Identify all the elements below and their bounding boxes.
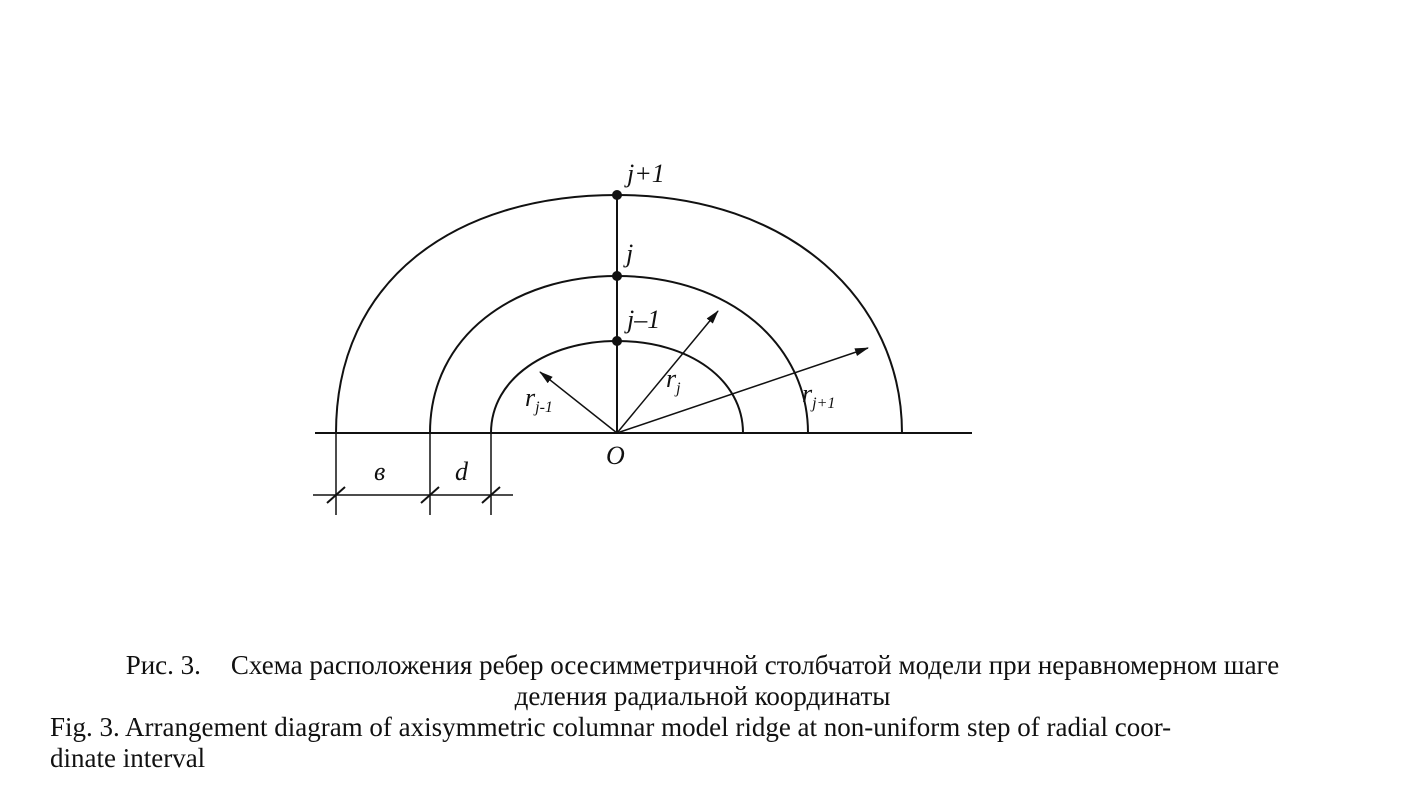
node-inner bbox=[612, 336, 622, 346]
caption-ru-number: Рис. 3. bbox=[125, 650, 201, 680]
figure-caption bbox=[0, 650, 1405, 774]
node-label-inner: j–1 bbox=[627, 305, 661, 334]
node-label-outer: j+1 bbox=[627, 159, 665, 188]
center-label: O bbox=[606, 441, 625, 470]
caption-ru-line2: деления радиальной координаты bbox=[514, 681, 891, 711]
radius-label-outer-base: r bbox=[802, 379, 813, 408]
radius-label-middle-base: r bbox=[666, 364, 677, 393]
radius-label-outer-sub: j+1 bbox=[812, 395, 836, 412]
caption-en-line1: Fig. 3. Arrangement diagram of axisymmetric columnar model ridge at non-uniform step of radial coor- bbox=[50, 712, 1172, 742]
radius-label-inner-sub: j-1 bbox=[535, 399, 553, 416]
node-middle bbox=[612, 271, 622, 281]
radius-label-inner bbox=[525, 383, 553, 416]
middle-arc bbox=[430, 276, 808, 433]
radius-label-outer bbox=[802, 379, 835, 412]
dimension-label-second: d bbox=[455, 457, 468, 486]
radius-label-middle-sub: j bbox=[676, 380, 681, 397]
node-outer bbox=[612, 190, 622, 200]
node-label-middle: j bbox=[626, 239, 634, 268]
caption-en-line2: dinate interval bbox=[50, 743, 206, 773]
radius-label-middle bbox=[666, 364, 681, 397]
dimension-label-first: в bbox=[374, 457, 386, 486]
radius-label-inner-base: r bbox=[525, 383, 536, 412]
caption-ru-line1 bbox=[0, 650, 1405, 681]
caption-ru-text: Схема расположения ребер осесимметричной столбчатой модели при неравномерном шаге bbox=[230, 650, 1280, 680]
